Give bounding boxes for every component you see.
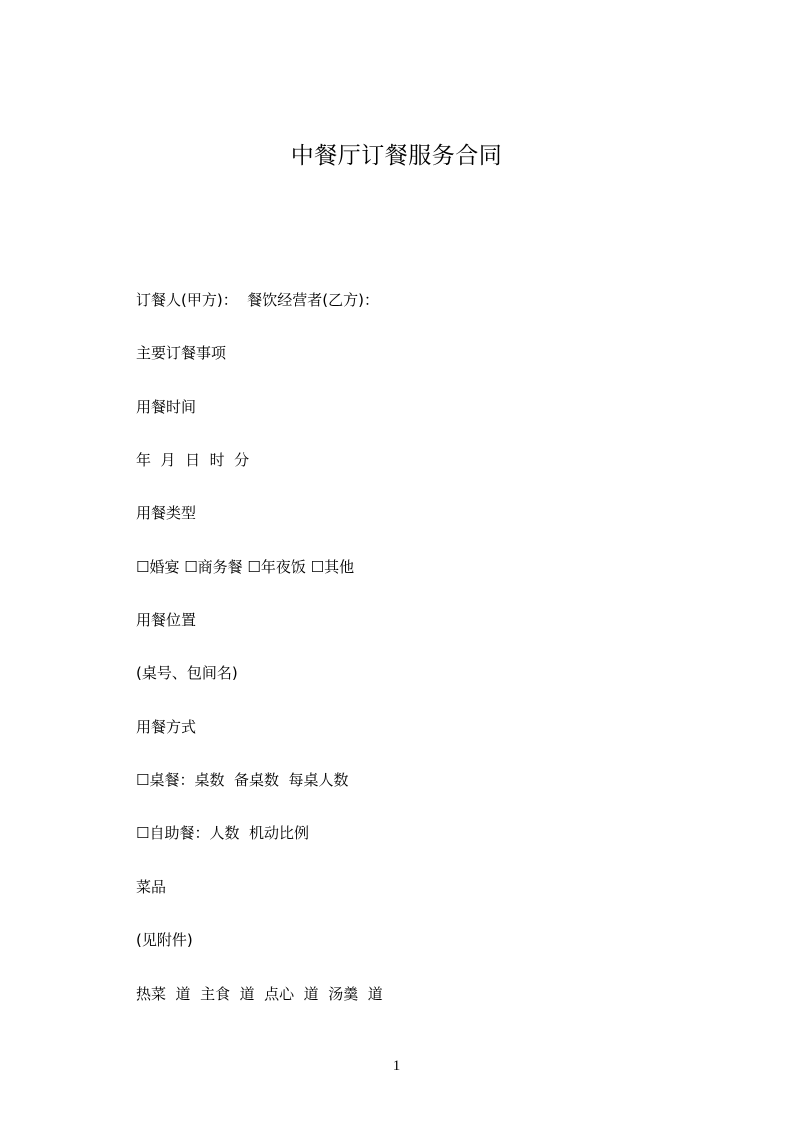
page-number: 1	[392, 1058, 401, 1074]
dish-counts-line: 热菜 道 主食 道 点心 道 汤羹 道	[136, 985, 383, 1003]
label-dining-location: 用餐位置	[136, 611, 197, 629]
label-dishes: 菜品	[136, 878, 167, 896]
label-dining-time: 用餐时间	[136, 398, 197, 416]
location-note: (桌号、包间名)	[136, 664, 238, 682]
document-title: 中餐厅订餐服务合同	[290, 143, 503, 169]
dining-type-options: ☐婚宴 ☐商务餐 ☐年夜饭 ☐其他	[136, 558, 355, 576]
dishes-note: (见附件)	[136, 931, 193, 949]
buffet-option: ☐自助餐：人数 机动比例	[136, 824, 309, 842]
label-dining-method: 用餐方式	[136, 718, 197, 736]
party-line: 订餐人(甲方)： 餐饮经营者(乙方)：	[136, 291, 379, 309]
label-dining-type: 用餐类型	[136, 504, 197, 522]
date-time-line: 年 月 日 时 分	[136, 451, 250, 469]
section-heading-main-items: 主要订餐事项	[136, 344, 227, 362]
table-meal-option: ☐桌餐：桌数 备桌数 每桌人数	[136, 771, 349, 789]
